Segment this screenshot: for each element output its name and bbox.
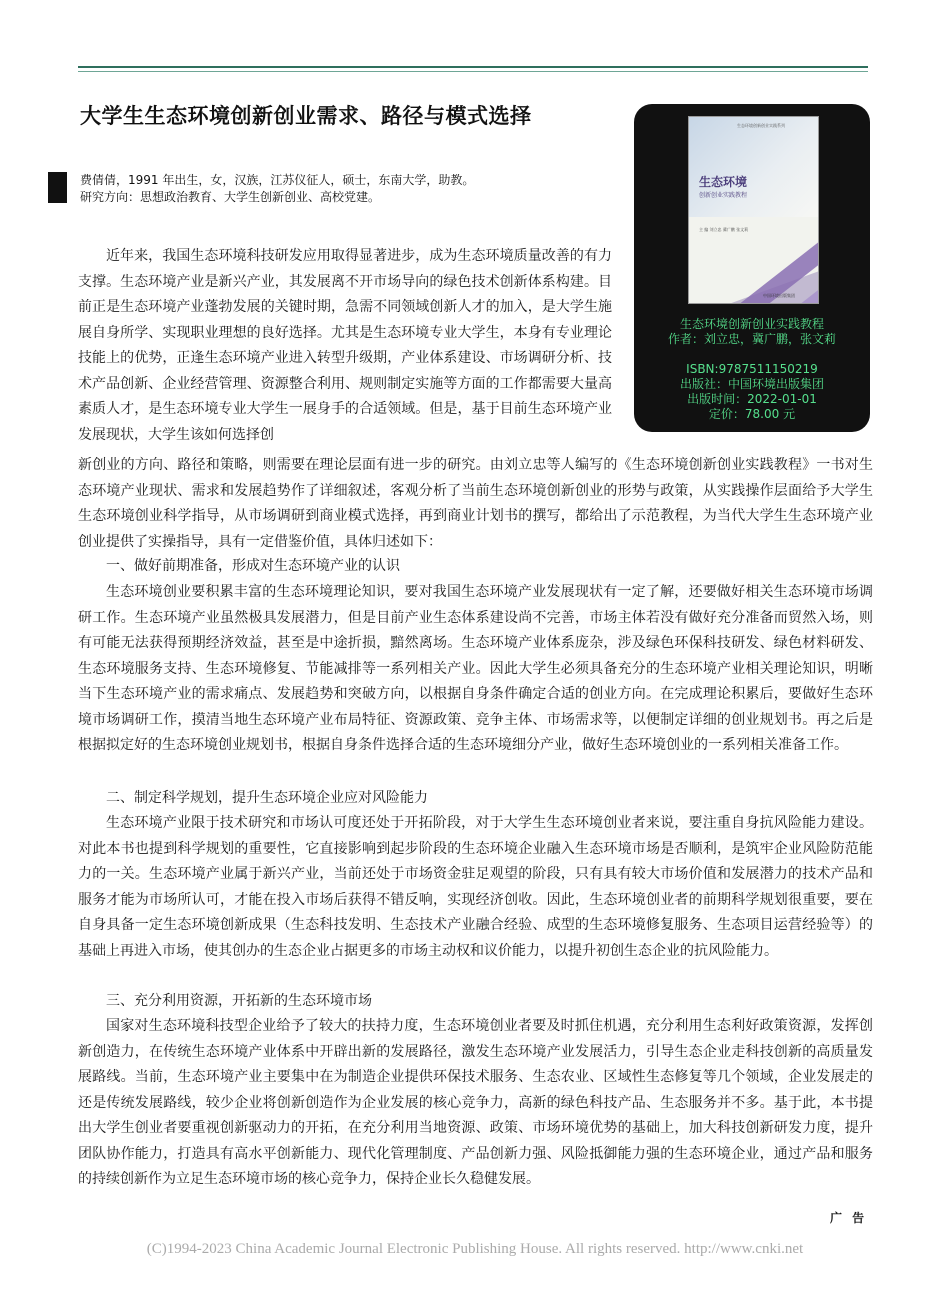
author-bio: 费倩倩，1991 年出生，女，汉族，江苏仪征人，硕士，东南大学，助教。	[80, 173, 475, 187]
paragraph-intro: 近年来，我国生态环境科技研发应用取得显著进步，成为生态环境质量改善的有力支撑。生态环境产业是新兴产业，其发展离不开市场导向的绿色技术创新体系构建。目前正是生态环境产业蓬勃发展的关键时期，急需不同领域创新人才的加入，是大学生施展自身所学、实现职业理想的良好选择。尤其是生态环境专业大学生，本身有专业理论技能上的优势，正逢生态环境产业进入转型升级期，产业体系建设、市场调研分析、技术产品创新、企业经营管理、资源整合利用、规则制定实施等方面的工作都需要大量高素质人才，是生态环境专业大学生一展身手的合适领域。但是，基于目前生态环境产业发展现状，大学生该如何选择创	[78, 248, 612, 443]
author-info	[80, 172, 620, 206]
book-info-panel	[634, 104, 870, 432]
paragraph-section-2: 生态环境产业限于技术研究和市场认可度还处于开拓阶段，对于大学生生态环境创业者来说，要注重自身抗风险能力建设。对此本书也提到科学规划的重要性，它直接影响到起步阶段的生态环境企业融入生态环境市场是否顺利，是筑牢企业风险防范能力的一关。生态环境产业属于新兴产业，当前还处于市场资金驻足观望的阶段，只有具有较大市场价值和发展潜力的技术产品和服务才能为市场所认可，才能在投入市场后获得不错反响，实现经济创收。因此，生态环境创业者的前期科学规划很重要，要在自身具备一定生态环境创新成果（生态科技发明、生态技术产业融合经验、成型的生态环境修复服务、生态项目运营经验等）的基础上再进入市场，使其创办的生态企业占据更多的市场主动权和议价能力，以提升初创生态企业的抗风险能力。	[78, 815, 873, 959]
cover-title: 生态环境	[699, 175, 748, 189]
paragraph-section-3: 国家对生态环境科技型企业给予了较大的扶持力度，生态环境创业者要及时抓住机遇，充分利用生态利好政策资源，发挥创新创造力，在传统生态环境产业体系中开辟出新的发展路径，激发生态环境产业发展活力，引导生态企业走科技创新的高质量发展路线。当前，生态环境产业主要集中在为制造企业提供环保技术服务、生态农业、区域性生态修复等几个领域，企业发展走的还是传统发展路线，较少企业将创新创造作为企业发展的核心竞争力，高新的绿色科技产品、生态服务并不多。基于此，本书提出大学生创业者要重视创新驱动力的开拓，在充分利用当地资源、政策、市场环境优势的基础上，加大科技创新研发力度，提升团队协作能力，打造具有高水平创新能力、现代化管理制度、产品创新力强、风险抵御能力强的生态环境企业，通过产品和服务的持续创新作为立足生态环境市场的核心竞争力，保持企业长久稳健发展。	[78, 1018, 873, 1187]
section-heading-1: 一、做好前期准备，形成对生态环境产业的认识	[106, 558, 400, 574]
article-title: 大学生生态环境创新创业需求、路径与模式选择	[80, 104, 532, 128]
cover-publisher: 中国环境出版集团	[763, 293, 795, 298]
book-isbn: ISBN:9787511150219	[686, 362, 818, 376]
book-publisher: 出版社：中国环境出版集团	[679, 377, 824, 391]
section-heading-3: 三、充分利用资源，开拓新的生态环境市场	[106, 993, 372, 1009]
book-cover-image	[688, 116, 819, 304]
author-research: 研究方向：思想政治教育、大学生创新创业、高校党建。	[80, 190, 381, 204]
cover-authors: 主 编 刘立忠 冀广鹏 张文莉	[699, 227, 749, 232]
section-heading-2: 二、制定科学规划，提升生态环境企业应对风险能力	[106, 790, 428, 806]
book-authors: 作者：刘立忠，冀广鹏，张文莉	[667, 332, 836, 346]
book-details	[634, 317, 870, 422]
book-pub-date: 出版时间：2022-01-01	[687, 392, 817, 406]
paragraph-section-1: 生态环境创业要积累丰富的生态环境理论知识，要对我国生态环境产业发展现状有一定了解，还要做好相关生态环境市场调研工作。生态环境产业虽然极具发展潜力，但是目前产业生态体系建设尚不完善，市场主体若没有做好充分准备而贸然入场，则有可能无法获得预期经济效益，甚至是中途折损，黯然离场。生态环境产业体系庞杂，涉及绿色环保科技研发、绿色材料研发、生态环境服务支持、生态环境修复、节能减排等一系列相关产业。因此大学生必须具备充分的生态环境产业相关理论知识，明晰当下生态环境产业的需求痛点、发展趋势和突破方向，以根据自身条件确定合适的创业方向。在完成理论积累后，要做好生态环境市场调研工作，摸清当地生态环境产业布局特征、资源政策、竞争主体、市场需求等，以便制定详细的创业规划书。再之后是根据拟定好的生态环境创业规划书，根据自身条件选择合适的生态环境细分产业，做好生态环境创业的一系列相关准备工作。	[78, 584, 873, 753]
book-title: 生态环境创新创业实践教程	[679, 317, 824, 331]
author-marker	[48, 172, 67, 203]
ad-label: 广 告	[830, 1211, 868, 1225]
copyright-footer: (C)1994-2023 China Academic Journal Electronic Publishing House. All rights reserved. http://www.cnki.net	[146, 1241, 804, 1257]
header-rule-thin	[78, 71, 868, 72]
cover-subtitle: 创新创业实践教程	[699, 192, 748, 199]
book-price: 定价：78.00 元	[708, 407, 796, 421]
cover-series: 生态环境创新创业实践系列	[737, 123, 785, 128]
header-rule	[78, 66, 868, 68]
paragraph-intro-cont: 新创业的方向、路径和策略，则需要在理论层面有进一步的研究。由刘立忠等人编写的《生态环境创新创业实践教程》一书对生态环境产业现状、需求和发展趋势作了详细叙述，客观分析了当前生态环境创新创业的形势与政策，从实践操作层面给予大学生生态环境创业科学指导，从市场调研到商业模式选择，再到商业计划书的撰写，都给出了示范教程，为当代大学生生态环境产业创业提供了实操指导，具有一定借鉴价值，具体归述如下：	[78, 457, 873, 550]
